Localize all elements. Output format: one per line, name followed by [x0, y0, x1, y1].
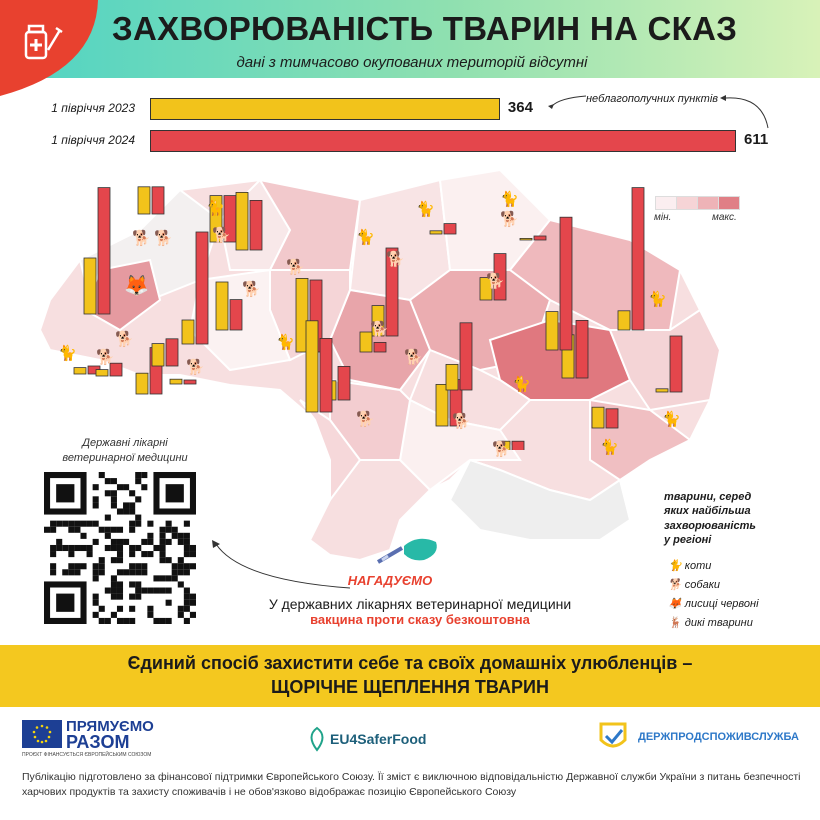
pryamuemo-logo-line1: ПРЯМУЄМО [66, 718, 154, 735]
eu-flag-icon [22, 720, 62, 748]
region-bar-2024 [534, 236, 546, 240]
region-bar-2024 [250, 200, 262, 250]
leaf-icon [306, 726, 328, 752]
pryamuemo-logo-line2: РАЗОМ [66, 732, 130, 752]
region-bar-2023 [546, 312, 558, 350]
dog-icon: 🐕 [115, 331, 134, 348]
region-bar-2023 [618, 311, 630, 330]
region-bar-2023 [182, 320, 194, 344]
region-bar-2024 [152, 187, 164, 214]
fox-icon: 🦊 [124, 275, 149, 297]
legend-max-label: макс. [712, 212, 737, 223]
cat-icon: 🐈 [500, 191, 519, 208]
cat-icon: 🐈 [512, 376, 531, 393]
comparison-note: неблагополучних пунктів [585, 93, 719, 105]
animal-key-title-line: у регіоні [664, 533, 712, 546]
legend-swatch [676, 196, 698, 210]
animal-key-label: собаки [684, 579, 720, 591]
wild-animal-icon: 🦌 [668, 617, 682, 629]
cat-icon: 🐈 [416, 201, 435, 218]
region-bar-2023 [216, 282, 228, 330]
cat-icon: 🐈 [662, 411, 681, 428]
pryamuemo-small-text: ПРОЄКТ ФІНАНСУЄТЬСЯ ЄВРОПЕЙСЬКИМ СОЮЗОМ [22, 752, 152, 758]
region-bar-2023 [136, 373, 148, 394]
dog-icon: 🐕 [500, 211, 519, 228]
comparison-label-2024: 1 півріччя 2024 [51, 133, 135, 147]
legend-swatch [697, 196, 719, 210]
region-bar-2023 [170, 379, 182, 384]
dog-icon: 🐕 [492, 441, 511, 458]
regional-bars [0, 150, 820, 450]
dog-icon: 🐕 [668, 579, 682, 591]
comparison-bar-2024 [150, 130, 736, 152]
dog-icon: 🐕 [242, 281, 261, 298]
cat-icon: 🐈 [600, 439, 619, 456]
region-bar-2024 [98, 188, 110, 314]
animal-key-title [664, 490, 794, 547]
footer-disclaimer: Публікацію підготовлено за фінансової підтримки Європейського Союзу. Її зміст є виключною відповідальністю Державної служби України з питань безпечності харчових продуктів та захисту споживачів і не обов'язково відображає позицію Європейського Союзу [22, 771, 801, 799]
region-bar-2023 [430, 231, 442, 234]
dog-icon: 🐕 [212, 227, 231, 244]
region-bar-2024 [632, 188, 644, 330]
region-bar-2023 [236, 192, 248, 250]
comparison-label-2023: 1 півріччя 2023 [51, 101, 135, 115]
slogan-line2: ЩОРІЧНЕ ЩЕПЛЕННЯ ТВАРИН [271, 677, 549, 697]
region-bar-2023 [436, 384, 448, 426]
qr-caption-line1: Державні лікарні [82, 437, 168, 449]
pointer-arrow [200, 540, 360, 600]
region-bar-2023 [656, 389, 668, 392]
cat-icon: 🐈 [648, 291, 667, 308]
slogan-line1: Єдиний спосіб захистити себе та своїх домашніх улюбленців – [127, 653, 693, 673]
dog-icon: 🐕 [286, 259, 305, 276]
comparison-note-arrows [540, 92, 780, 132]
qr-code[interactable] [44, 472, 196, 624]
eu4saferfood-logo: EU4SaferFood [330, 731, 427, 747]
reminder-text: У державних лікарнях ветеринарної медицини [268, 596, 572, 612]
region-bar-2024 [444, 224, 456, 234]
legend-min-label: мін. [654, 212, 672, 223]
region-bar-2024 [606, 409, 618, 428]
dog-icon: 🐕 [96, 349, 115, 366]
region-bar-2024 [230, 300, 242, 330]
dog-icon: 🐕 [386, 251, 405, 268]
dog-icon: 🐕 [154, 230, 173, 247]
animal-key-label: лисиці червоні [684, 598, 759, 610]
animal-key-item [668, 559, 808, 572]
region-bar-2023 [592, 407, 604, 428]
region-bar-2023 [520, 238, 532, 240]
animal-key-label: коти [684, 560, 712, 572]
animal-key-title-line: яких найбільша [664, 505, 751, 518]
page-title: ЗАХВОРЮВАНІСТЬ ТВАРИН НА СКАЗ [112, 10, 738, 47]
region-bar-2023 [152, 344, 164, 366]
region-bar-2023 [138, 187, 150, 214]
dog-icon: 🐕 [186, 359, 205, 376]
region-bar-2024 [576, 320, 588, 378]
comparison-value-2023: 364 [507, 99, 533, 116]
region-bar-2023 [306, 321, 318, 412]
region-bar-2023 [84, 258, 96, 314]
region-bar-2024 [512, 441, 524, 450]
region-bar-2024 [374, 342, 386, 352]
syringe-icon [374, 532, 444, 568]
dps-logo: ДЕРЖПРОДСПОЖИВСЛУЖБА [638, 731, 799, 743]
qr-caption-line2: ветеринарної медицини [62, 451, 188, 464]
qr-caption [40, 436, 210, 466]
cat-icon: 🐈 [668, 560, 682, 572]
animal-key-label: дикі тварини [684, 617, 753, 629]
animal-key-item [668, 578, 808, 591]
dog-icon: 🐕 [356, 411, 375, 428]
dog-icon: 🐕 [486, 273, 505, 290]
comparison-bar-2023 [150, 98, 500, 120]
legend-swatch [655, 196, 677, 210]
region-bar-2024 [560, 217, 572, 350]
reminder-vaccine: вакцина проти сказу безкоштовна [310, 612, 530, 627]
animal-key-title-line: захворюваність [664, 519, 756, 532]
region-bar-2024 [184, 380, 196, 384]
animal-key-item [668, 616, 808, 629]
fox-icon: 🦊 [668, 598, 682, 610]
dps-shield-icon [596, 720, 630, 754]
reminder-title: НАГАДУЄМО [347, 573, 433, 588]
dog-icon: 🐕 [404, 349, 423, 366]
dog-icon: 🐕 [452, 413, 471, 430]
legend-swatch [718, 196, 740, 210]
comparison-value-2024: 611 [744, 131, 769, 148]
region-bar-2024 [670, 336, 682, 392]
region-bar-2024 [338, 366, 350, 400]
animal-key-item [668, 597, 808, 610]
region-bar-2024 [196, 232, 208, 344]
dog-icon: 🐕 [370, 321, 389, 338]
vaccine-vial-icon [20, 20, 64, 64]
cat-icon: 🐈 [206, 200, 225, 217]
region-bar-2023 [446, 364, 458, 390]
cat-icon: 🐈 [58, 345, 77, 362]
region-bar-2024 [166, 339, 178, 366]
page-subtitle: дані з тимчасово окупованих територій відсутні [236, 54, 588, 71]
region-bar-2024 [460, 323, 472, 390]
region-bar-2023 [74, 368, 86, 374]
animal-key-title-line: тварини, серед [664, 491, 752, 503]
dog-icon: 🐕 [132, 230, 151, 247]
region-bar-2024 [320, 338, 332, 412]
cat-icon: 🐈 [276, 334, 295, 351]
cat-icon: 🐈 [356, 229, 375, 246]
region-bar-2023 [96, 370, 108, 376]
